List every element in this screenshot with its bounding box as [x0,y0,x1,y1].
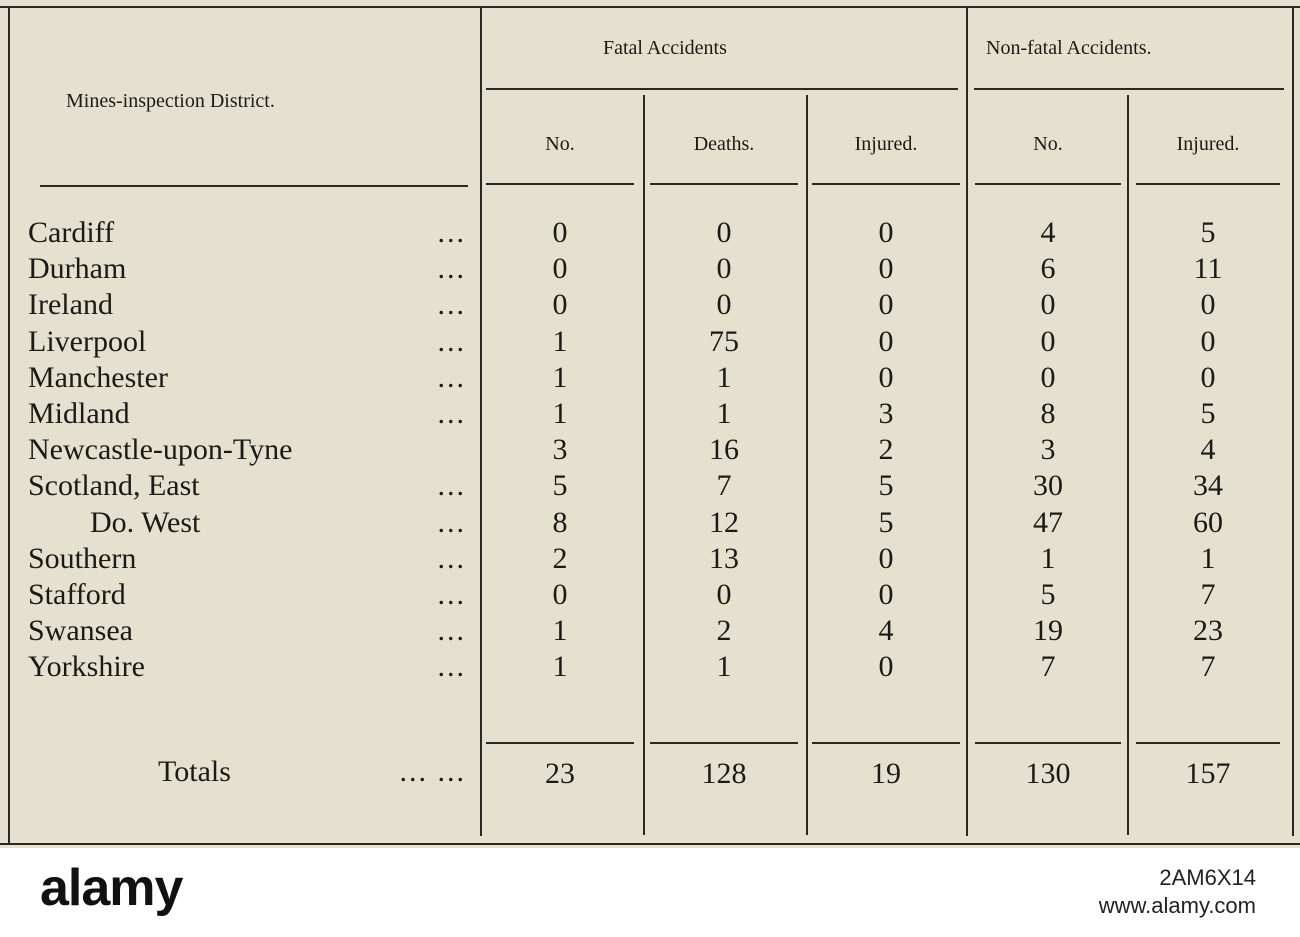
table-cell: 1 [552,325,568,358]
table-cell: 11 [1193,252,1223,285]
district-name: Liverpool [28,325,147,358]
subheader-rule-4 [975,183,1121,185]
watermark-id [1099,864,1256,920]
table-cell: 0 [716,216,732,249]
table-cell: 75 [709,325,739,358]
totals-rule-3 [812,742,960,744]
table-cell: 8 [1040,397,1056,430]
table-cell: 0 [1040,361,1056,394]
table-cell: 0 [878,542,894,575]
subheader-rule-5 [1136,183,1280,185]
bottom-rule [0,843,1300,845]
leader-dots: ... [437,397,466,430]
table-cell: 2 [878,433,894,466]
subheader-nonfatal-injured: Injured. [1176,133,1240,155]
fatal-group-rule [486,88,958,90]
table-cell: 16 [709,433,739,466]
table-cell: 1 [716,397,732,430]
table-cell: 1 [552,650,568,683]
table-cell: 0 [878,578,894,611]
table-cell: 60 [1193,506,1223,539]
table-cell: 0 [716,252,732,285]
leader-dots: ... [437,614,466,647]
table-cell: 34 [1193,469,1223,502]
top-rule [0,6,1300,8]
totals-nonfatal-injured: 157 [1185,757,1231,790]
table-cell: 8 [552,506,568,539]
totals-rule-1 [486,742,634,744]
district-name: Midland [28,397,130,430]
leader-dots: ... [437,252,466,285]
totals-fatal-no: 23 [545,757,575,790]
subheader-fatal-deaths: Deaths. [693,133,755,155]
district-column-header: Mines-inspection District. [66,90,275,112]
totals-leader-dots: ... ... [399,755,466,788]
totals-nonfatal-no: 130 [1025,757,1071,790]
subheader-rule-3 [812,183,960,185]
totals-fatal-injured: 19 [871,757,901,790]
table-cell: 5 [1040,578,1056,611]
table-cell: 0 [1200,288,1216,321]
subheader-nonfatal-no: No. [1033,133,1063,155]
fatal-accidents-header: Fatal Accidents [603,37,727,59]
divider-fatal-deaths [806,95,808,835]
totals-rule-4 [975,742,1121,744]
table-cell: 30 [1033,469,1063,502]
district-name: Cardiff [28,216,115,249]
district-header-rule [40,185,468,187]
table-cell: 7 [1200,650,1216,683]
table-cell: 1 [1040,542,1056,575]
table-cell: 2 [716,614,732,647]
left-rule [8,6,10,843]
table-cell: 3 [552,433,568,466]
leader-dots: ... [437,216,466,249]
table-cell: 1 [552,614,568,647]
nonfatal-accidents-header: Non-fatal Accidents. [986,37,1152,59]
table-cell: 4 [1040,216,1056,249]
table-cell: 0 [552,288,568,321]
district-name: Swansea [28,614,133,647]
table-cell: 0 [1040,288,1056,321]
table-cell: 7 [1040,650,1056,683]
table-cell: 0 [878,325,894,358]
table-cell: 12 [709,506,739,539]
table-cell: 0 [1200,325,1216,358]
table-cell: 5 [1200,216,1216,249]
district-name: Yorkshire [28,650,145,683]
leader-dots: ... [437,578,466,611]
leader-dots: ... [437,288,466,321]
totals-fatal-deaths: 128 [701,757,747,790]
table-cell: 2 [552,542,568,575]
leader-dots: ... [437,361,466,394]
table-cell: 0 [716,578,732,611]
table-cell: 0 [552,578,568,611]
subheader-fatal-injured: Injured. [854,133,918,155]
district-name: Manchester [28,361,168,394]
subheader-rule-1 [486,183,634,185]
subheader-fatal-no: No. [545,133,575,155]
table-cell: 5 [878,469,894,502]
totals-rule-2 [650,742,798,744]
table-cell: 0 [1040,325,1056,358]
district-name: Stafford [28,578,126,611]
table-cell: 13 [709,542,739,575]
divider-fatal-group [966,6,968,836]
district-name: Durham [28,252,127,285]
leader-dots: ... [437,325,466,358]
divider-nonfatal-no [1127,95,1129,835]
table-cell: 0 [552,216,568,249]
table-cell: 23 [1193,614,1223,647]
table-cell: 0 [716,288,732,321]
table-cell: 5 [552,469,568,502]
nonfatal-group-rule [974,88,1284,90]
table-cell: 1 [552,397,568,430]
table-cell: 0 [878,288,894,321]
totals-label: Totals [158,755,231,788]
district-name: Ireland [28,288,113,321]
table-cell: 3 [1040,433,1056,466]
table-cell: 1 [552,361,568,394]
table-cell: 4 [878,614,894,647]
table-cell: 0 [878,361,894,394]
district-name: Southern [28,542,137,575]
table-cell: 0 [878,216,894,249]
leader-dots: ... [437,650,466,683]
district-name: Do. West [90,506,201,539]
table-cell: 7 [1200,578,1216,611]
divider-district [480,6,482,836]
table-cell: 0 [878,252,894,285]
table-cell: 1 [716,361,732,394]
table-cell: 47 [1033,506,1063,539]
table-cell: 0 [1200,361,1216,394]
table-cell: 3 [878,397,894,430]
table-cell: 4 [1200,433,1216,466]
leader-dots: ... [437,469,466,502]
leader-dots: ... [437,506,466,539]
table-cell: 7 [716,469,732,502]
right-rule [1292,6,1294,836]
table-cell: 0 [552,252,568,285]
divider-fatal-no [643,95,645,835]
table-cell: 1 [716,650,732,683]
alamy-logo: alamy [40,859,183,917]
leader-dots: ... [437,542,466,575]
table-cell: 1 [1200,542,1216,575]
subheader-rule-2 [650,183,798,185]
district-name: Scotland, East [28,469,200,502]
table-cell: 5 [878,506,894,539]
table-cell: 0 [878,650,894,683]
table-cell: 5 [1200,397,1216,430]
totals-rule-5 [1136,742,1280,744]
site-url-text: www.alamy.com [1098,893,1256,918]
image-id-text: 2AM6X14 [1159,865,1256,890]
table-cell: 6 [1040,252,1056,285]
table-cell: 19 [1033,614,1063,647]
district-name: Newcastle-upon-Tyne [28,433,293,466]
